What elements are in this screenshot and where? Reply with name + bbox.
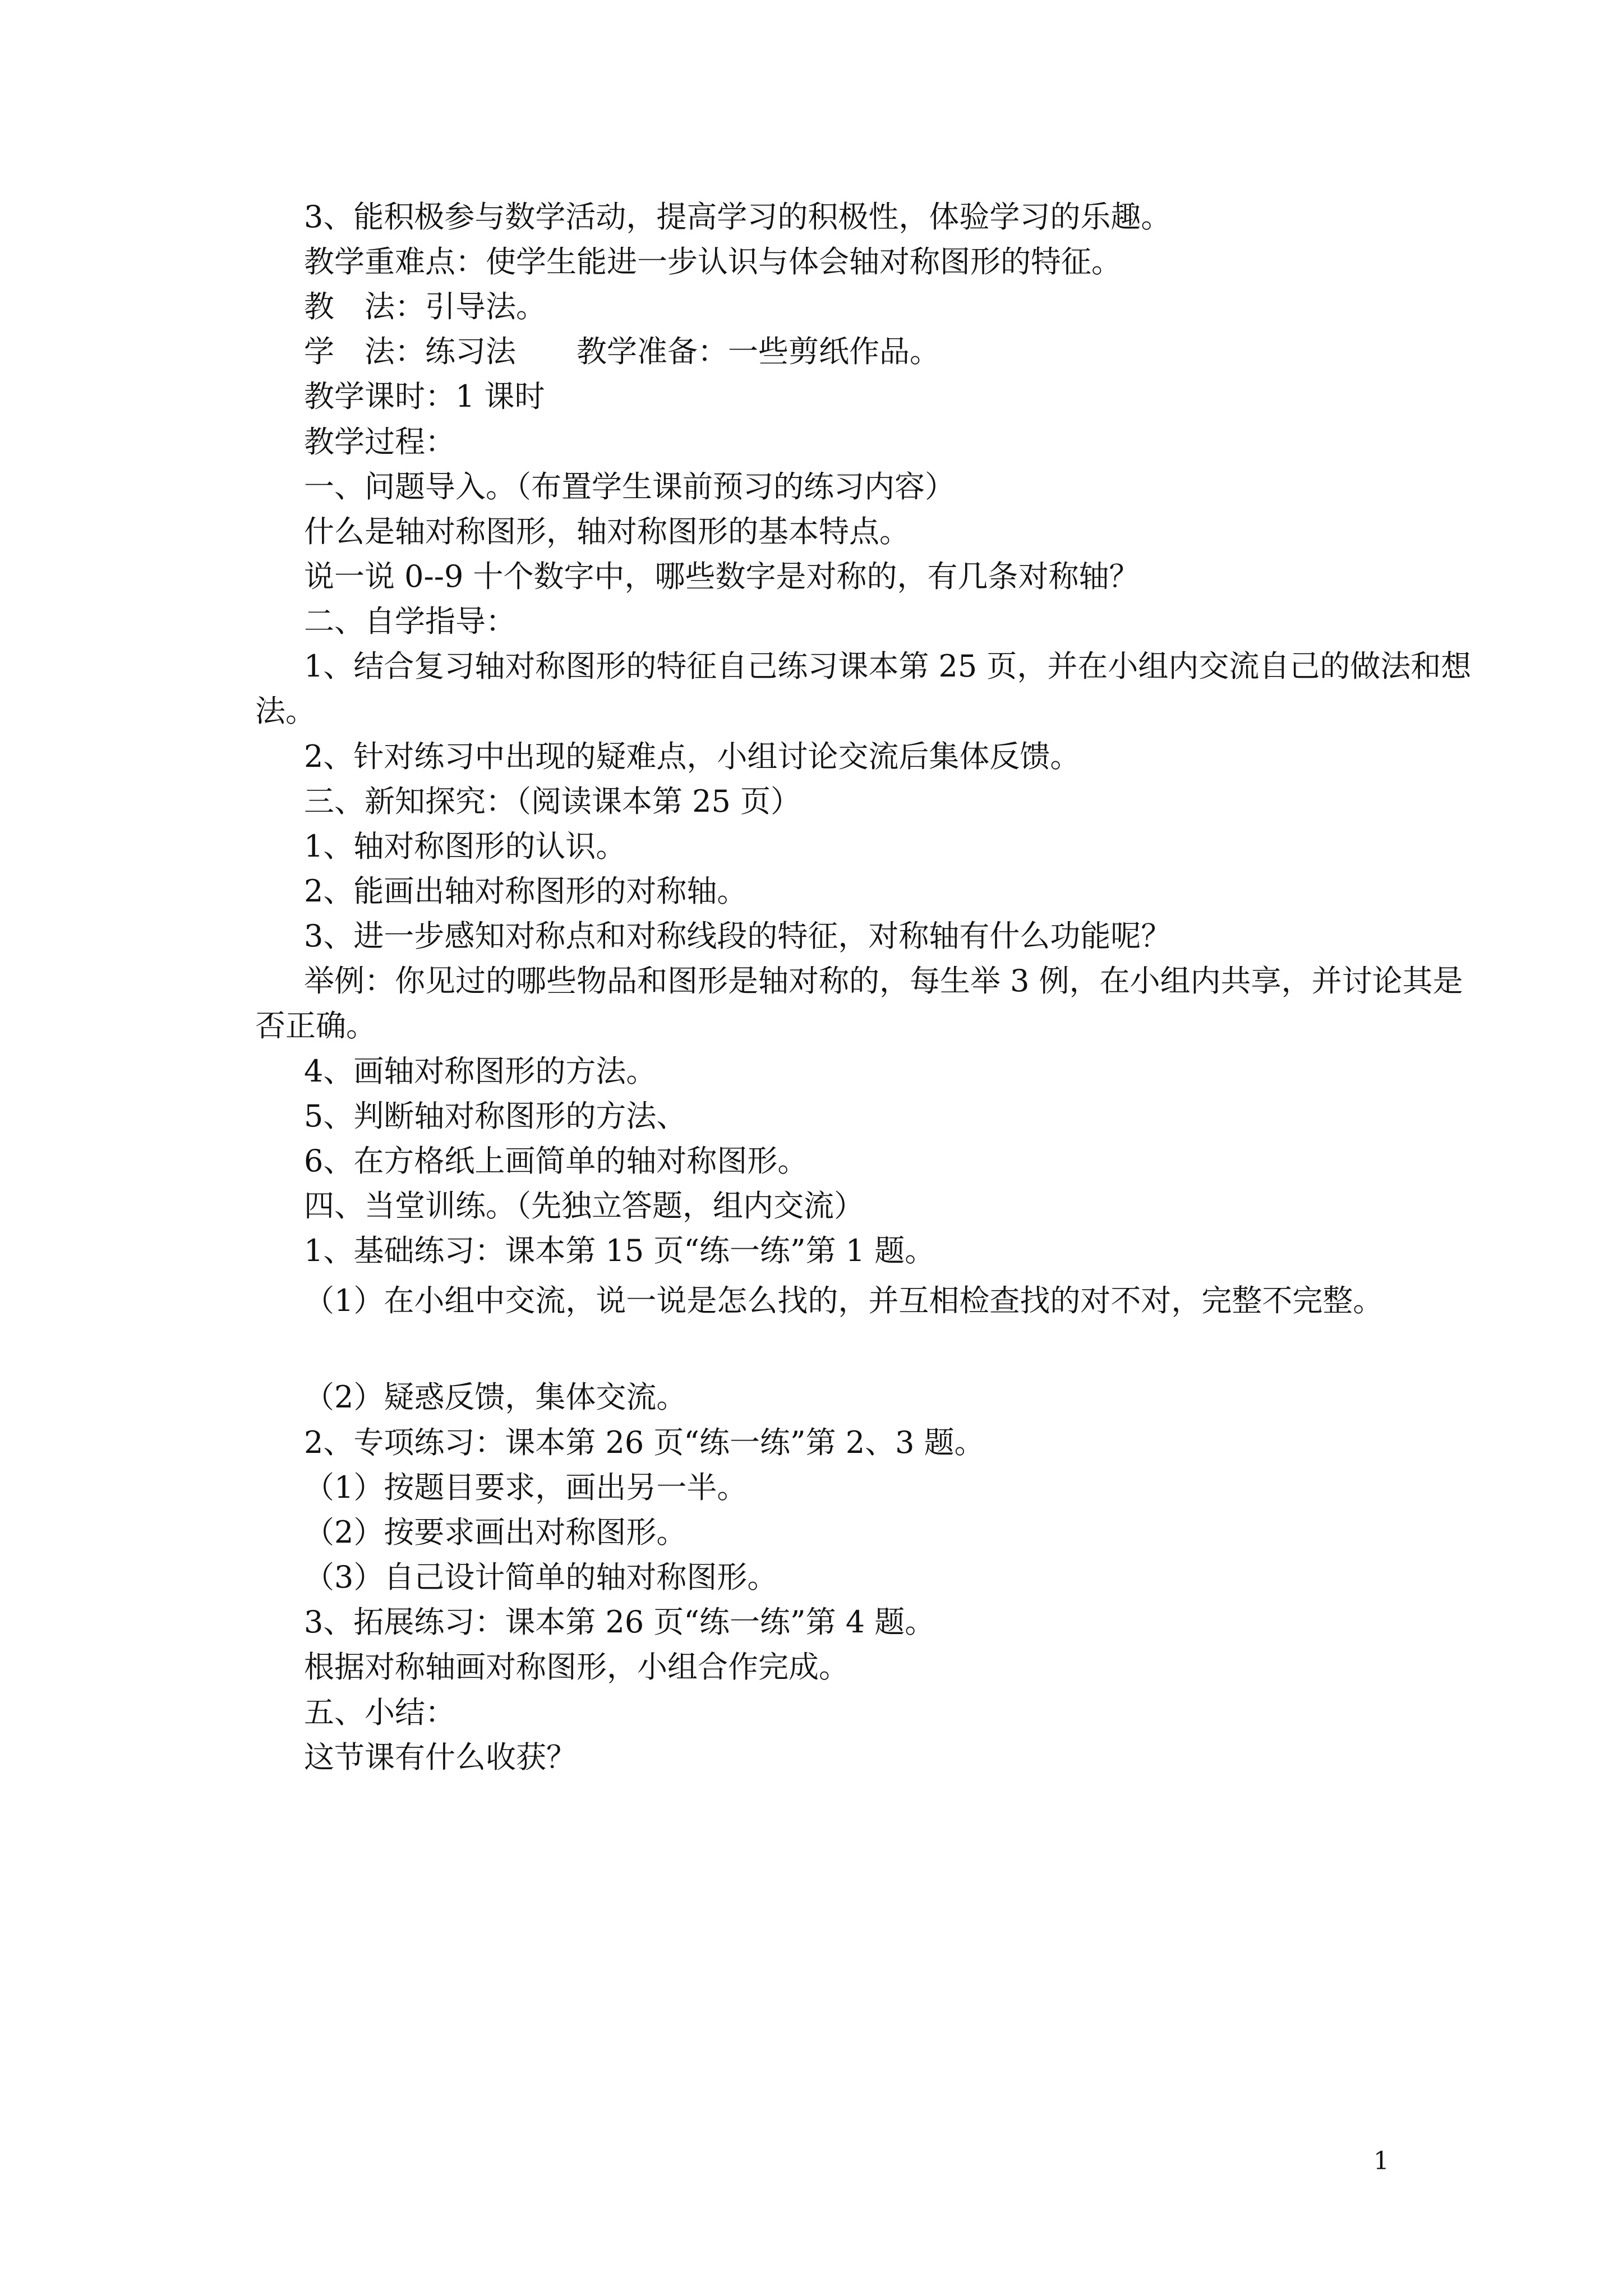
text-line: （2）按要求画出对称图形。 (304, 1515, 687, 1550)
text-line: 2、针对练习中出现的疑难点，小组讨论交流后集体反馈。 (304, 739, 1081, 774)
text-line: 3、拓展练习：课本第 26 页“练一练”第 4 题。 (304, 1604, 935, 1640)
text-line: 5、判断轴对称图形的方法、 (304, 1098, 687, 1134)
text-line: 否正确。 (255, 1008, 376, 1043)
text-line: 这节课有什么收获？ (304, 1740, 577, 1775)
text-line: 根据对称轴画对称图形，小组合作完成。 (304, 1649, 849, 1685)
section-heading: 四、当堂训练。（先独立答题，组内交流） (304, 1188, 864, 1223)
text-line: 说一说 0--9 十个数字中，哪些数字是对称的，有几条对称轴？ (304, 559, 1140, 594)
text-line: 法。 (255, 693, 316, 729)
text-line: 6、在方格纸上画简单的轴对称图形。 (304, 1143, 808, 1179)
text-line: 教学重难点：使学生能进一步认识与体会轴对称图形的特征。 (304, 244, 1122, 279)
text-line: （3）自己设计简单的轴对称图形。 (304, 1559, 778, 1595)
page-number: 1 (1373, 2147, 1389, 2175)
text-line: 教 法：引导法。 (304, 289, 546, 324)
text-line: 1、轴对称图形的认识。 (304, 829, 626, 864)
section-heading: 二、自学指导： (304, 604, 516, 639)
text-line: 学 法：练习法 教学准备：一些剪纸作品。 (304, 334, 940, 369)
text-line: （2）疑惑反馈，集体交流。 (304, 1379, 687, 1415)
text-line: （1）在小组中交流，说一说是怎么找的，并互相检查找的对不对，完整不完整。 (304, 1283, 1384, 1318)
text-line: 3、进一步感知对称点和对称线段的特征，对称轴有什么功能呢？ (304, 918, 1172, 954)
text-line: 1、基础练习：课本第 15 页“练一练”第 1 题。 (304, 1233, 935, 1268)
text-line: 1、结合复习轴对称图形的特征自己练习课本第 25 页，并在小组内交流自己的做法和想 (304, 648, 1472, 684)
text-line: 2、能画出轴对称图形的对称轴。 (304, 873, 748, 909)
text-line: 2、专项练习：课本第 26 页“练一练”第 2、3 题。 (304, 1425, 985, 1460)
text-line: （1）按题目要求，画出另一半。 (304, 1470, 748, 1505)
section-heading: 三、新知探究：（阅读课本第 25 页） (304, 784, 801, 819)
text-line: 4、画轴对称图形的方法。 (304, 1053, 657, 1089)
section-heading: 一、问题导入。（布置学生课前预习的练习内容） (304, 469, 955, 504)
text-line: 教学课时：1 课时 (304, 379, 545, 414)
text-line: 教学过程： (304, 424, 455, 459)
text-line: 3、能积极参与数学活动，提高学习的积极性，体验学习的乐趣。 (304, 199, 1172, 234)
text-line: 举例：你见过的哪些物品和图形是轴对称的，每生举 3 例，在小组内共享，并讨论其是 (304, 963, 1463, 999)
text-line: 什么是轴对称图形，轴对称图形的基本特点。 (304, 514, 910, 549)
section-heading: 五、小结： (304, 1695, 455, 1730)
